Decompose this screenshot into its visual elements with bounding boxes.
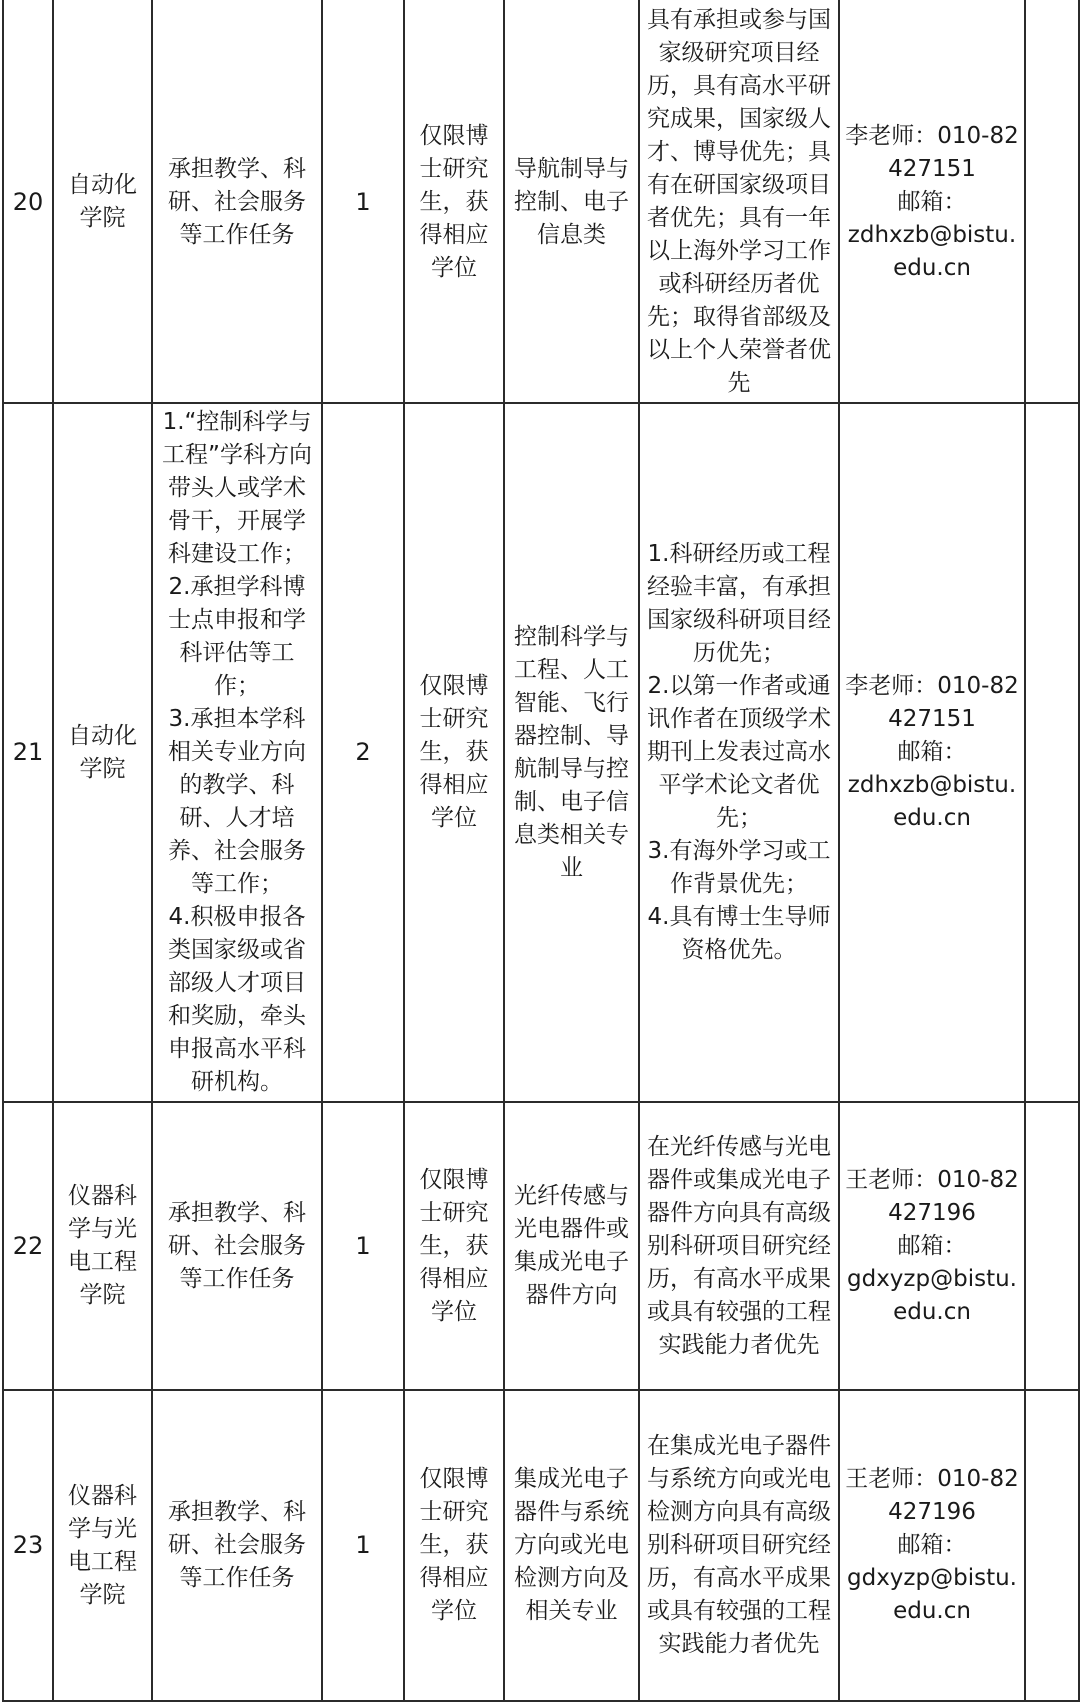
requirement-cell	[639, 1102, 839, 1390]
table-body	[3, 1, 1079, 1701]
duty-item: 4.积极申报各类国家级或省部级人才项目和奖励，牵头申报高水平科研机构。	[168, 904, 306, 1095]
empty-cell	[1025, 403, 1079, 1102]
requirement-item: 1.科研经历或工程经验丰富，有承担国家级科研项目经历优先；	[647, 541, 831, 666]
contact-name: 李老师：010-82427151	[845, 673, 1019, 732]
degree-cell: 仅限博士研究生，获得相应学位	[404, 1, 504, 403]
college-cell: 自动化学院	[53, 1, 152, 403]
degree-cell: 仅限博士研究生，获得相应学位	[404, 1102, 504, 1390]
contact-cell	[839, 1, 1025, 403]
duty-cell	[152, 403, 322, 1102]
empty-cell	[1025, 1102, 1079, 1390]
contact-cell	[839, 1102, 1025, 1390]
requirement-cell	[639, 1, 839, 403]
duty-cell	[152, 1, 322, 403]
table-row	[3, 403, 1079, 1102]
duty-item: 1.“控制科学与工程”学科方向带头人或学术骨干，开展学科建设工作；	[162, 409, 312, 567]
email-label: 邮箱：	[897, 739, 967, 765]
requirement-cell	[639, 1390, 839, 1701]
duty-item: 承担教学、科研、社会服务等工作任务	[168, 1499, 306, 1591]
duty-item: 承担教学、科研、社会服务等工作任务	[168, 155, 306, 248]
contact-name: 王老师：010-82427196	[845, 1466, 1019, 1525]
headcount-cell: 1	[322, 1102, 404, 1390]
table-row	[3, 1390, 1079, 1701]
contact-email-link[interactable]: zdhxzb@bistu.edu.cn	[847, 772, 1017, 831]
empty-cell	[1025, 1, 1079, 403]
major-cell: 光纤传感与光电器件或集成光电子器件方向	[504, 1102, 639, 1390]
contact-email-link[interactable]: zdhxzb@bistu.edu.cn	[847, 221, 1017, 281]
requirement-item: 4.具有博士生导师资格优先。	[647, 904, 831, 963]
duty-item: 2.承担学科博士点申报和学科评估等工作；	[168, 574, 306, 699]
row-number: 22	[3, 1102, 53, 1390]
duty-item: 承担教学、科研、社会服务等工作任务	[168, 1199, 306, 1292]
degree-cell: 仅限博士研究生，获得相应学位	[404, 1390, 504, 1701]
contact-email-link[interactable]: gdxyzp@bistu.edu.cn	[847, 1565, 1017, 1624]
requirement-item: 在集成光电子器件与系统方向或光电检测方向具有高级别科研项目研究经历，有高水平成果或具有较强的工程实践能力者优先	[647, 1433, 831, 1657]
college-cell: 仪器科学与光电工程学院	[53, 1390, 152, 1701]
contact-cell	[839, 1390, 1025, 1701]
row-number: 23	[3, 1390, 53, 1701]
contact-email-link[interactable]: gdxyzp@bistu.edu.cn	[847, 1265, 1017, 1325]
email-label: 邮箱：	[897, 188, 967, 215]
requirement-item: 在光纤传感与光电器件或集成光电子器件方向具有高级别科研项目研究经历，有高水平成果或具有较强的工程实践能力者优先	[647, 1133, 831, 1358]
row-number: 20	[3, 1, 53, 403]
headcount-cell: 1	[322, 1390, 404, 1701]
contact-name: 王老师：010-82427196	[845, 1166, 1019, 1226]
major-cell: 控制科学与工程、人工智能、飞行器控制、导航制导与控制、电子信息类相关专业	[504, 403, 639, 1102]
duty-cell	[152, 1102, 322, 1390]
table-row	[3, 1102, 1079, 1390]
degree-cell: 仅限博士研究生，获得相应学位	[404, 403, 504, 1102]
requirement-item: 具有承担或参与国家级研究项目经历，具有高水平研究成果，国家级人才、博导优先；具有在研国家级项目者优先；具有一年以上海外学习工作或科研经历者优先；取得省部级及以上个人荣誉者优先	[647, 7, 831, 396]
requirement-cell	[639, 403, 839, 1102]
contact-cell	[839, 403, 1025, 1102]
recruitment-table	[2, 0, 1080, 1702]
headcount-cell: 2	[322, 403, 404, 1102]
major-cell: 导航制导与控制、电子信息类	[504, 1, 639, 403]
college-cell: 仪器科学与光电工程学院	[53, 1102, 152, 1390]
duty-item: 3.承担本学科相关专业方向的教学、科研、人才培养、社会服务等工作；	[168, 706, 306, 897]
email-label: 邮箱：	[897, 1532, 967, 1558]
college-cell: 自动化学院	[53, 403, 152, 1102]
headcount-cell: 1	[322, 1, 404, 403]
table-row	[3, 1, 1079, 403]
row-number: 21	[3, 403, 53, 1102]
requirement-item: 3.有海外学习或工作背景优先；	[647, 838, 831, 897]
email-label: 邮箱：	[897, 1232, 967, 1259]
empty-cell	[1025, 1390, 1079, 1701]
requirement-item: 2.以第一作者或通讯作者在顶级学术期刊上发表过高水平学术论文者优先；	[647, 673, 831, 831]
major-cell: 集成光电子器件与系统方向或光电检测方向及相关专业	[504, 1390, 639, 1701]
contact-name: 李老师：010-82427151	[845, 122, 1019, 182]
duty-cell	[152, 1390, 322, 1701]
